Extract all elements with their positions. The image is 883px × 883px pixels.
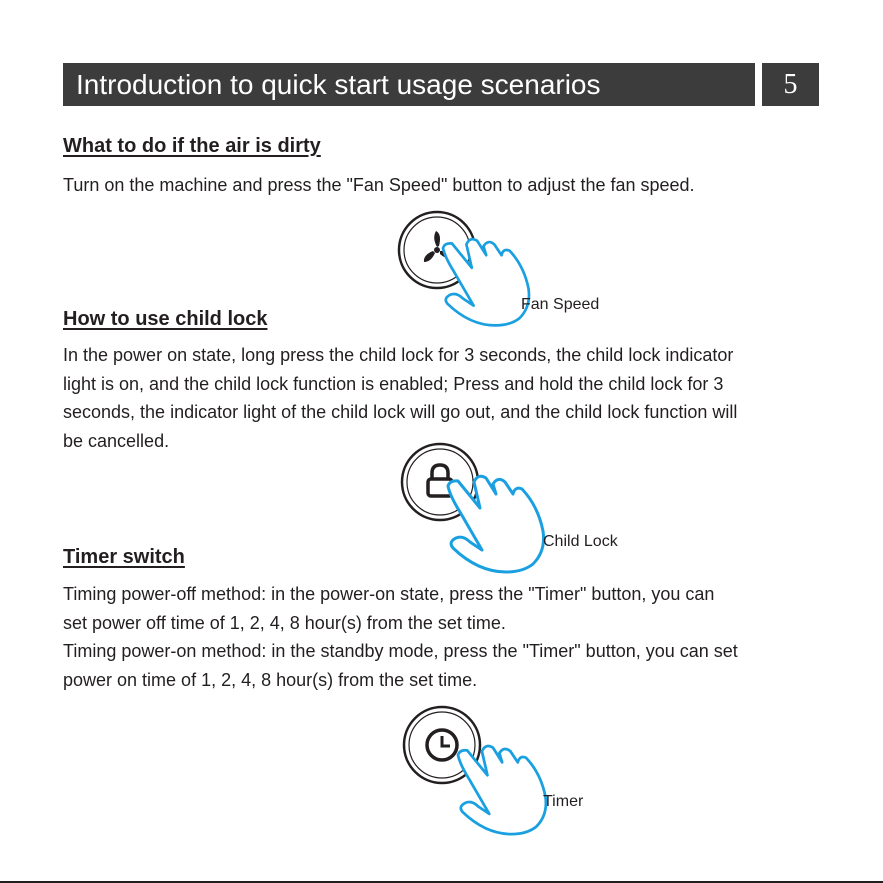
page-number: 5 bbox=[762, 63, 819, 106]
timer-illustration bbox=[400, 703, 550, 833]
section-heading-dirty-air: What to do if the air is dirty bbox=[63, 135, 321, 157]
section-text-timer bbox=[63, 580, 823, 694]
section-text-child-lock bbox=[63, 341, 823, 455]
fan-speed-label: Fan Speed bbox=[521, 296, 600, 313]
clock-icon bbox=[427, 730, 457, 760]
text-line: light is on, and the child lock function is enabled; Press and hold the child lock for 3 bbox=[63, 373, 724, 394]
section-heading-timer: Timer switch bbox=[63, 546, 185, 568]
section-heading-child-lock: How to use child lock bbox=[63, 308, 268, 330]
timer-label: Timer bbox=[543, 793, 584, 810]
text-line: power on time of 1, 2, 4, 8 hour(s) from the set time. bbox=[63, 669, 478, 690]
hand-pointer-icon bbox=[448, 476, 544, 572]
text-line: set power off time of 1, 2, 4, 8 hour(s) from the set time. bbox=[63, 612, 506, 633]
text-line: seconds, the indicator light of the child lock will go out, and the child lock function will bbox=[63, 402, 738, 422]
child-lock-label: Child Lock bbox=[543, 533, 618, 550]
text-line: Timing power-on method: in the standby mode, press the "Timer" button, you can set bbox=[63, 641, 738, 661]
text-line: In the power on state, long press the child lock for 3 seconds, the child lock indicator bbox=[63, 345, 734, 365]
text-line: Turn on the machine and press the "Fan Speed" button to adjust the fan speed. bbox=[63, 175, 695, 195]
page-title: Introduction to quick start usage scenarios bbox=[63, 63, 755, 106]
child-lock-illustration bbox=[398, 440, 548, 560]
section-text-dirty-air bbox=[63, 171, 823, 200]
text-line: Timing power-off method: in the power-on state, press the "Timer" button, you can bbox=[63, 584, 715, 604]
hand-pointer-icon bbox=[458, 746, 546, 834]
text-line: be cancelled. bbox=[63, 430, 170, 451]
fan-speed-illustration bbox=[395, 210, 535, 320]
